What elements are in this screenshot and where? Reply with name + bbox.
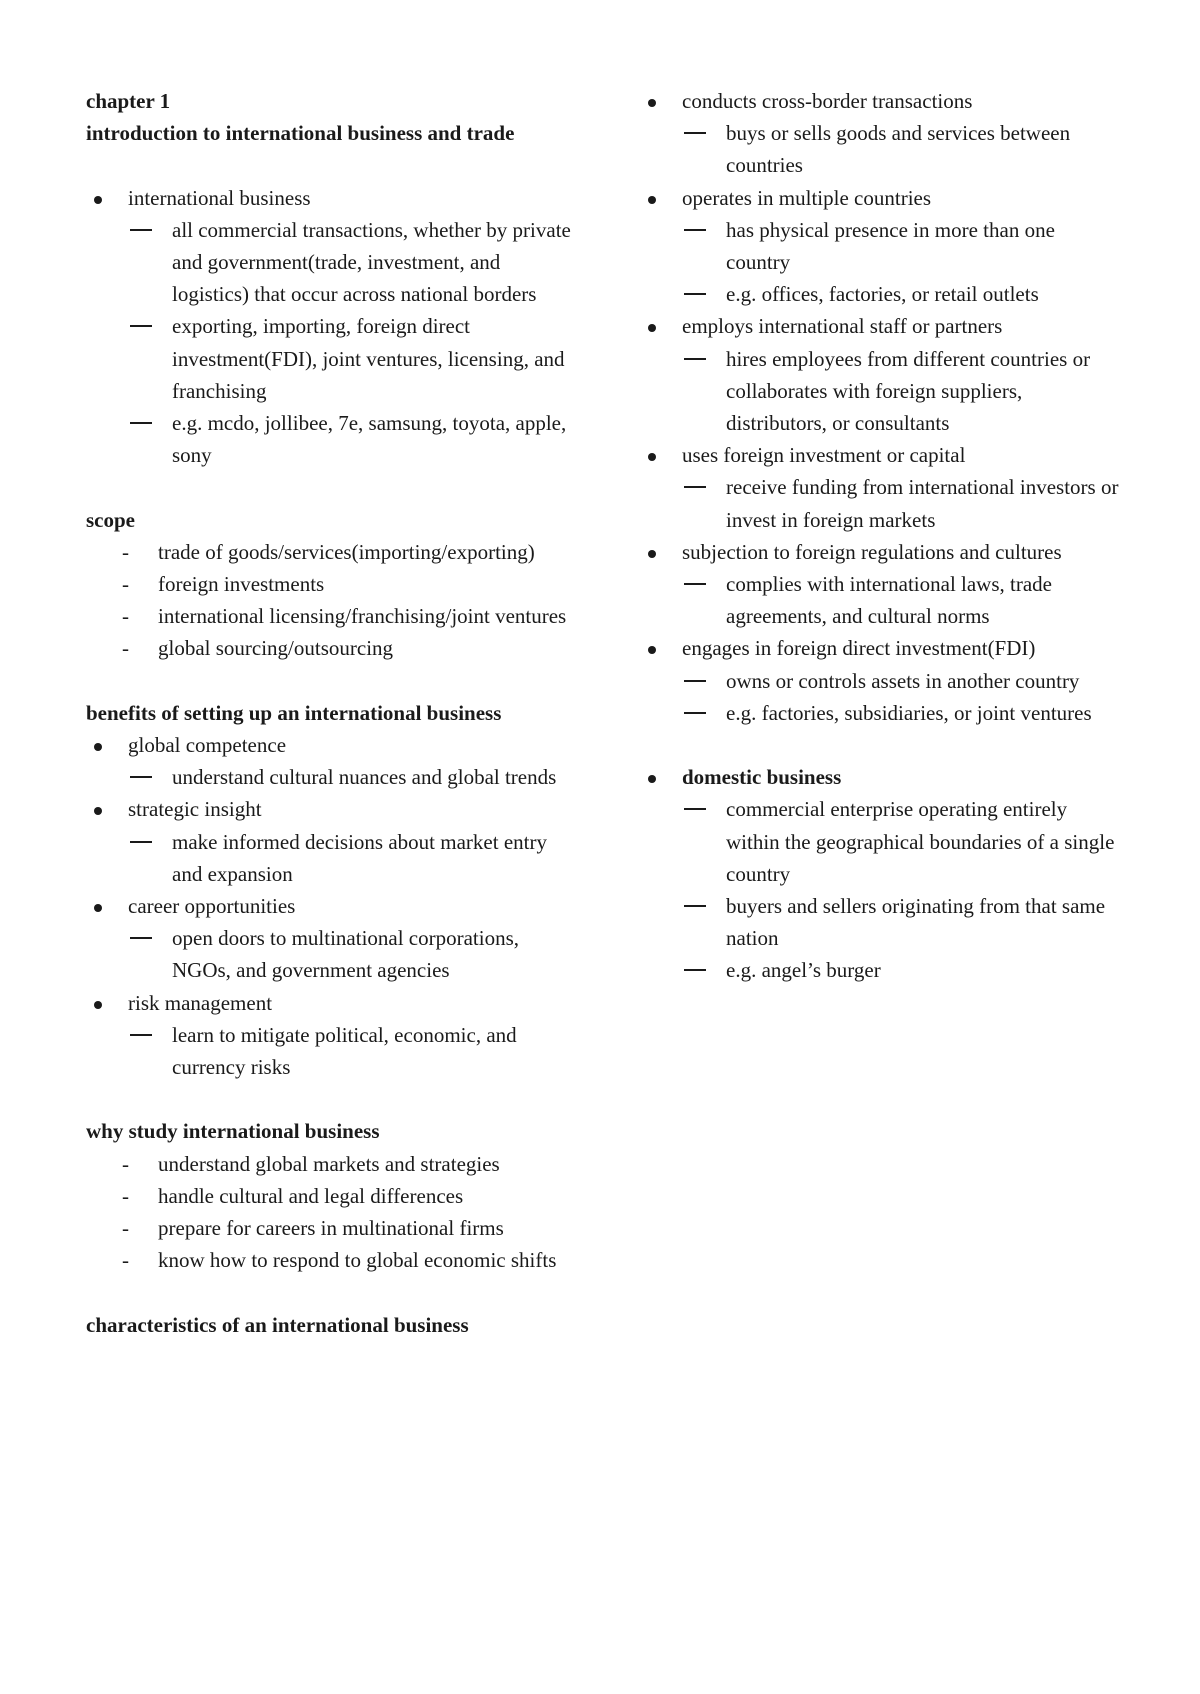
list-item [640,536,1120,633]
dash-icon [684,808,706,810]
sub-item-text: buyers and sellers originating from that same nation [726,894,1106,951]
list-item-text: know how to respond to global economic shifts [158,1248,557,1273]
list-item-term: employs international staff or partners [682,314,1003,339]
sub-item-text: all commercial transactions, whether by private and government(trade, investment, and logistics) that occur across national borders [172,217,571,307]
list-item [86,568,576,600]
bullet-icon [648,550,656,558]
sub-item-text: complies with international laws, trade agreements, and cultural norms [726,572,1052,629]
list-item [640,85,1120,182]
sub-item [682,343,1120,440]
list-item-term: conducts cross-border transactions [682,89,973,113]
sub-item-text: buys or sells goods and services between countries [726,121,1071,178]
hyphen-icon: - [122,539,129,564]
spacer [86,149,576,181]
sub-item-text: e.g. factories, subsidiaries, or joint ventures [726,700,1092,725]
list-item-text: understand global markets and strategies [158,1151,500,1176]
list-item [86,987,576,1084]
sub-item [682,117,1120,181]
sublist [682,117,1120,181]
dash-icon [130,1034,152,1036]
list-item [640,439,1120,536]
list-item-text: trade of goods/services(importing/exporting) [158,539,535,564]
sub-item-text: understand cultural nuances and global trends [172,765,557,790]
sub-item-text: learn to mitigate political, economic, and currency risks [172,1022,517,1080]
term-international-business: international business [128,185,311,210]
sub-item-text: receive funding from international investors or invest in foreign markets [726,475,1119,532]
list-item [86,600,576,632]
list-item [86,1244,576,1276]
spacer [640,729,1120,761]
sub-item [682,890,1120,954]
dash-icon [684,969,706,971]
hyphen-icon: - [122,604,129,629]
dash-icon [684,583,706,585]
dash-icon [130,422,152,424]
bullet-icon [94,807,102,815]
list-item [86,890,576,987]
sublist [128,922,576,986]
list-item-text: international licensing/franchising/joint ventures [158,604,567,629]
sub-item [682,214,1120,278]
list-item-text: global sourcing/outsourcing [158,636,394,661]
sublist [128,1019,576,1083]
list-item [86,182,576,472]
list-item-text: prepare for careers in multinational firms [158,1216,504,1241]
dash-icon [684,229,706,231]
sub-item [128,761,576,793]
list-item [86,632,576,664]
spacer [86,1083,576,1115]
dash-icon [684,712,706,714]
list-item [86,793,576,890]
bullet-icon [648,196,656,204]
sub-item [682,665,1120,697]
sub-item-text: e.g. offices, factories, or retail outlets [726,282,1039,307]
list-item [86,1148,576,1180]
dash-icon [130,841,152,843]
list-item-term: global competence [128,733,287,758]
bullet-icon [648,646,656,654]
list-item [640,182,1120,311]
hyphen-icon: - [122,1183,129,1208]
sublist [682,665,1120,729]
hyphen-icon: - [122,1151,129,1176]
sub-item [682,471,1120,535]
list-item [640,310,1120,439]
chapter-label: chapter 1 [86,89,171,113]
sub-item-text: has physical presence in more than one country [726,217,1055,275]
list-item [640,761,1120,986]
sub-item [128,922,576,986]
dash-icon [130,229,152,231]
sublist [682,343,1120,440]
chapter-title: introduction to international business and trade [86,121,515,146]
spacer [86,665,576,697]
sublist [682,568,1120,632]
sub-item [128,310,576,407]
characteristics-heading: characteristics of an international business [86,1312,469,1337]
dash-icon [130,325,152,327]
hyphen-icon: - [122,636,129,661]
term-domestic-business: domestic business [682,765,842,790]
list-item-term: risk management [128,990,273,1015]
benefits-list [86,729,576,1083]
dash-icon [684,905,706,907]
bullet-icon [94,904,102,912]
bullet-icon [94,743,102,751]
sublist [128,826,576,890]
benefits-heading: benefits of setting up an international business [86,700,502,725]
sublist [682,793,1120,986]
sub-item-text: e.g. mcdo, jollibee, 7e, samsung, toyota, apple, sony [172,411,567,468]
list-item-term: uses foreign investment or capital [682,443,966,468]
list-item-term: career opportunities [128,894,296,919]
sublist [682,471,1120,535]
sub-item [682,954,1120,986]
dash-icon [130,776,152,778]
scope-heading: scope [86,507,135,532]
sublist [682,214,1120,311]
hyphen-icon: - [122,572,129,597]
dash-icon [684,293,706,295]
characteristics-list [640,85,1120,729]
dash-icon [684,358,706,360]
dash-icon [684,486,706,488]
sub-item [128,826,576,890]
why-study-list [86,1148,576,1277]
list-item [86,1180,576,1212]
sublist [128,761,576,793]
why-study-heading: why study international business [86,1119,380,1144]
sub-item-text: make informed decisions about market entry and expansion [172,829,547,886]
dash-icon [684,132,706,134]
dash-icon [130,937,152,939]
list-item [86,536,576,568]
bullet-icon [94,196,102,204]
sub-item [128,214,576,311]
sub-item [128,1019,576,1083]
dash-icon [684,680,706,682]
spacer [86,471,576,503]
sub-item [128,407,576,471]
sub-item [682,793,1120,890]
sub-item-text: exporting, importing, foreign direct investment(FDI), joint ventures, licensing, and franchising [172,314,565,403]
hyphen-icon: - [122,1216,129,1241]
domestic-list [640,761,1120,986]
bullet-icon [648,324,656,332]
bullet-icon [94,1001,102,1009]
sub-item-text: open doors to multinational corporations, NGOs, and government agencies [172,926,520,983]
sub-item-text: hires employees from different countries or collaborates with foreign suppliers, distributors, or consultants [726,346,1091,436]
left-column [86,85,576,1341]
bullet-icon [648,775,656,783]
bullet-icon [648,453,656,461]
sub-item-text: e.g. angel’s burger [726,958,881,983]
list-item [640,632,1120,729]
list-item-text: foreign investments [158,572,325,597]
scope-list [86,536,576,665]
hyphen-icon: - [122,1248,129,1273]
list-item-term: strategic insight [128,797,262,822]
list-item [86,1212,576,1244]
list-item-term: engages in foreign direct investment(FDI) [682,636,1036,661]
right-column [640,85,1120,987]
sub-item-text: owns or controls assets in another country [726,668,1080,693]
sub-item [682,697,1120,729]
list-item-text: handle cultural and legal differences [158,1183,464,1208]
spacer [86,1276,576,1308]
sublist [128,214,576,472]
intro-list [86,182,576,472]
sub-item [682,568,1120,632]
list-item [86,729,576,793]
list-item-term: subjection to foreign regulations and cultures [682,539,1062,564]
sub-item [682,278,1120,310]
list-item-term: operates in multiple countries [682,185,932,210]
sub-item-text: commercial enterprise operating entirely within the geographical boundaries of a single country [726,797,1115,886]
bullet-icon [648,99,656,107]
